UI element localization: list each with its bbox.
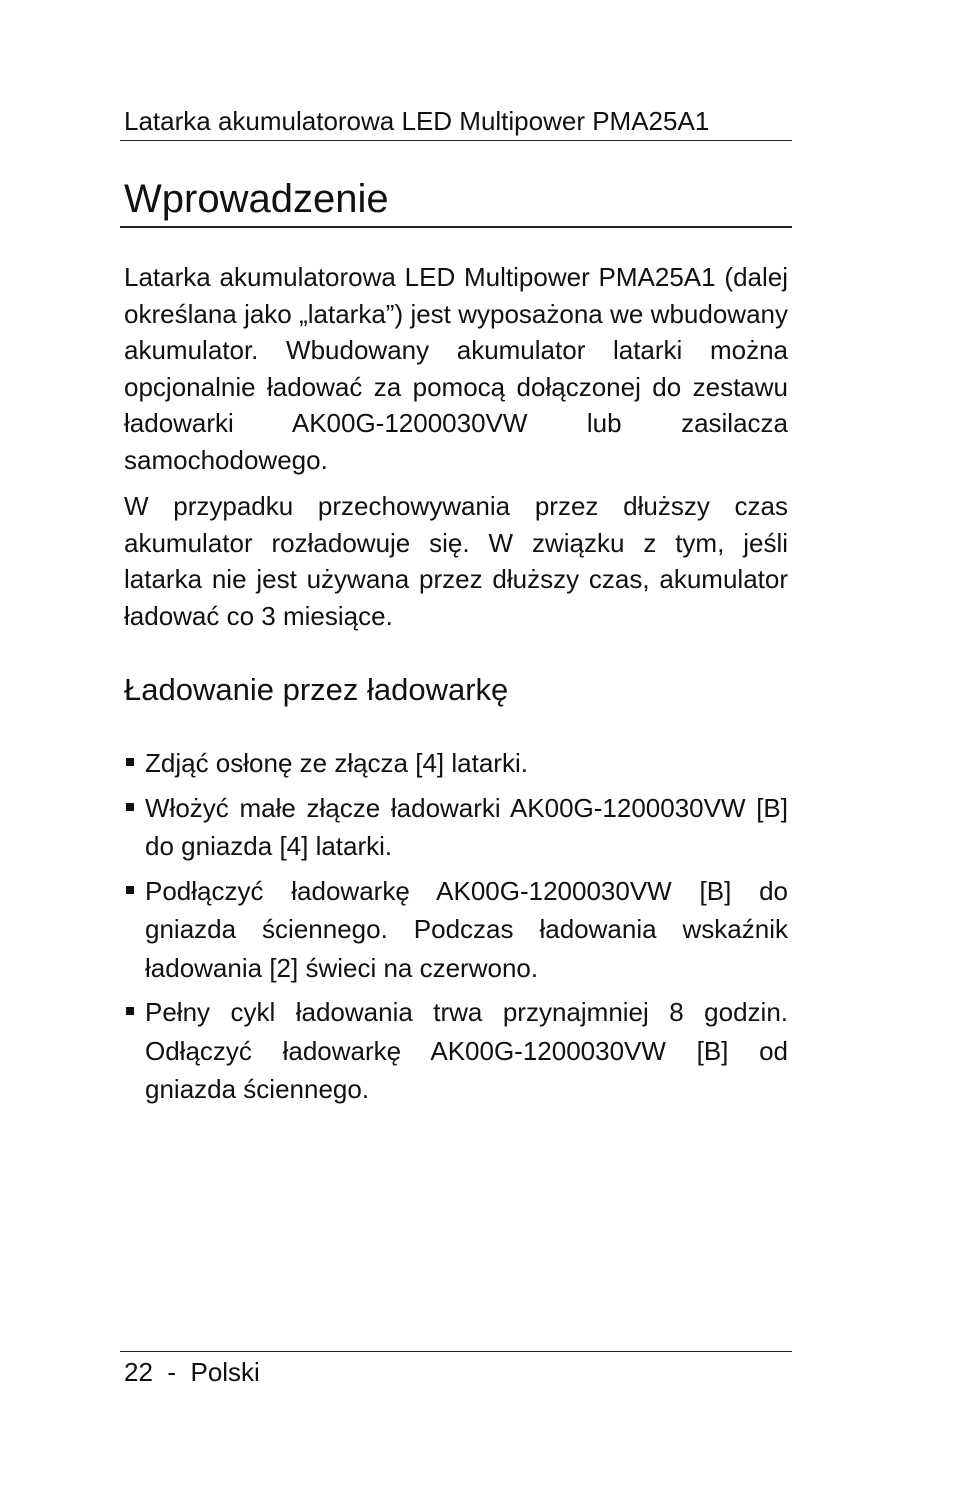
list-item-text: Podłączyć ładowarkę AK00G-1200030VW [B] do gniazda ściennego. Podczas ładowania wskaźnik ładowania [2] świeci na czerwono. [145, 875, 788, 983]
list-item [124, 744, 788, 783]
list-item [124, 789, 788, 866]
square-bullet-icon [126, 758, 134, 766]
list-item-text: Włożyć małe złącze ładowarki AK00G-1200030VW [B] do gniazda [4] latarki. [145, 792, 788, 861]
section-title: Wprowadzenie [124, 177, 389, 221]
header-rule [120, 140, 792, 141]
square-bullet-icon [126, 803, 134, 811]
running-header: Latarka akumulatorowa LED Multipower PMA25A1 [124, 106, 710, 136]
charging-steps-list [124, 744, 788, 1115]
charging-subheading: Ładowanie przez ładowarkę [124, 672, 509, 707]
footer-rule [120, 1351, 792, 1352]
list-item [124, 993, 788, 1109]
page-number-label: 22 - Polski [124, 1357, 260, 1387]
list-item-text: Pełny cykl ładowania trwa przynajmniej 8 godzin. Odłączyć ładowarkę AK00G-1200030VW [B] od gniazda ściennego. [145, 997, 788, 1104]
square-bullet-icon [126, 886, 134, 894]
list-item-text: Zdjąć osłonę ze złącza [4] latarki. [145, 748, 528, 778]
list-item [124, 872, 788, 988]
square-bullet-icon [126, 1007, 134, 1015]
intro-paragraph: Latarka akumulatorowa LED Multipower PMA25A1 (dalej określana jako „latarka”) jest wyposażona we wbudowany akumulator. Wbudowany akumulator latarki można opcjonalnie ładować za pomocą dołączonej do zestawu ładowarki AK00G-1200030VW lub zasilacza samochodowego. [124, 262, 788, 475]
title-rule [120, 226, 792, 228]
storage-paragraph: W przypadku przechowywania przez dłuższy czas akumulator rozładowuje się. W związku z tym, jeśli latarka nie jest używana przez dłuższy czas, akumulator ładować co 3 miesiące. [124, 491, 788, 631]
